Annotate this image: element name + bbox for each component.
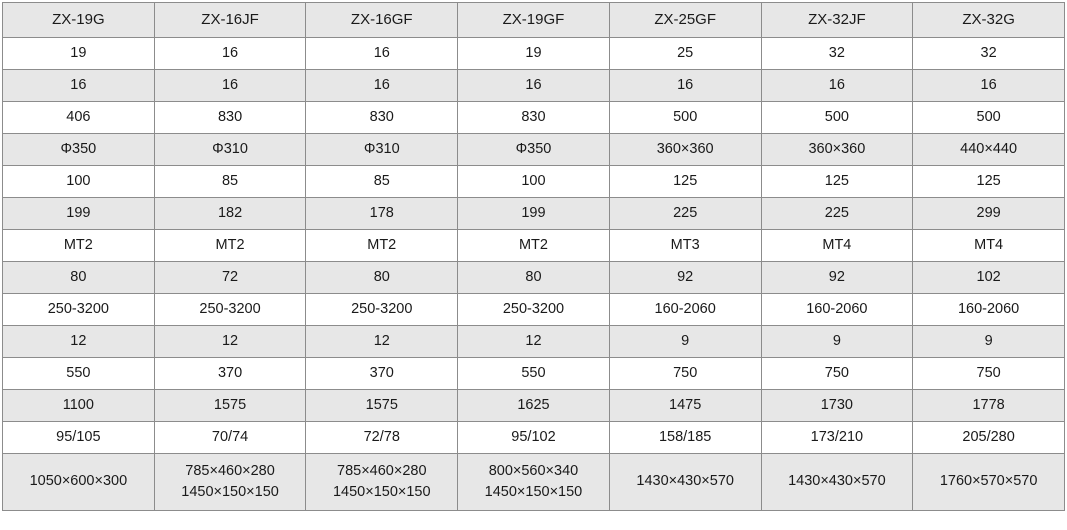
column-header: ZX-19GF <box>458 3 610 38</box>
table-cell: 370 <box>154 358 306 390</box>
column-header: ZX-32G <box>913 3 1065 38</box>
table-cell: 750 <box>913 358 1065 390</box>
table-cell-line: 1450×150×150 <box>484 484 583 500</box>
table-cell-line: 1760×570×570 <box>939 473 1038 490</box>
table-row <box>3 134 1065 166</box>
table-cell: 750 <box>609 358 761 390</box>
table-cell: MT2 <box>306 230 458 262</box>
table-body <box>3 3 1065 511</box>
table-cell: 500 <box>913 102 1065 134</box>
table-cell: 830 <box>458 102 610 134</box>
table-cell: 1100 <box>3 390 155 422</box>
table-cell: 72/78 <box>306 422 458 454</box>
table-cell <box>458 454 610 511</box>
table-cell-line: 800×560×340 <box>488 462 579 479</box>
table-cell: 1730 <box>761 390 913 422</box>
table-cell: 199 <box>458 198 610 230</box>
table-row-dimensions <box>3 454 1065 511</box>
table-cell: 16 <box>306 38 458 70</box>
table-row <box>3 70 1065 102</box>
table-cell: 1575 <box>306 390 458 422</box>
table-cell: 1778 <box>913 390 1065 422</box>
table-cell: 85 <box>154 166 306 198</box>
table-row <box>3 294 1065 326</box>
table-cell: MT2 <box>3 230 155 262</box>
table-cell: 95/102 <box>458 422 610 454</box>
table-cell: 102 <box>913 262 1065 294</box>
table-cell: 830 <box>154 102 306 134</box>
table-cell: 160-2060 <box>761 294 913 326</box>
table-cell: 92 <box>761 262 913 294</box>
table-cell: 406 <box>3 102 155 134</box>
table-cell: 72 <box>154 262 306 294</box>
table-cell: 250-3200 <box>154 294 306 326</box>
table-cell: 70/74 <box>154 422 306 454</box>
table-cell: 12 <box>458 326 610 358</box>
table-cell: MT2 <box>154 230 306 262</box>
table-cell: 173/210 <box>761 422 913 454</box>
table-cell: 100 <box>458 166 610 198</box>
table-cell <box>154 454 306 511</box>
table-cell: MT3 <box>609 230 761 262</box>
table-cell: 85 <box>306 166 458 198</box>
table-cell: 80 <box>458 262 610 294</box>
table-cell: 16 <box>154 38 306 70</box>
table-cell: 125 <box>913 166 1065 198</box>
table-cell: 12 <box>154 326 306 358</box>
table-cell: 16 <box>458 70 610 102</box>
table-cell: 16 <box>3 70 155 102</box>
table-cell: Φ310 <box>306 134 458 166</box>
table-cell: 160-2060 <box>609 294 761 326</box>
table-cell <box>306 454 458 511</box>
table-cell: 100 <box>3 166 155 198</box>
table-cell: 125 <box>761 166 913 198</box>
table-cell: 16 <box>609 70 761 102</box>
table-cell: 80 <box>3 262 155 294</box>
table-cell: 1575 <box>154 390 306 422</box>
table-cell: 16 <box>306 70 458 102</box>
table-cell: 550 <box>458 358 610 390</box>
column-header: ZX-16GF <box>306 3 458 38</box>
table-cell: 9 <box>761 326 913 358</box>
table-cell: 32 <box>913 38 1065 70</box>
table-cell: 182 <box>154 198 306 230</box>
table-cell <box>913 454 1065 511</box>
table-cell: 199 <box>3 198 155 230</box>
table-row <box>3 166 1065 198</box>
table-cell: Φ350 <box>458 134 610 166</box>
table-cell: 225 <box>609 198 761 230</box>
table-cell: 16 <box>154 70 306 102</box>
table-cell: 9 <box>609 326 761 358</box>
table-cell <box>609 454 761 511</box>
table-cell <box>761 454 913 511</box>
table-cell: 19 <box>3 38 155 70</box>
table-row <box>3 262 1065 294</box>
table-cell: 178 <box>306 198 458 230</box>
table-cell: 360×360 <box>761 134 913 166</box>
table-cell: 370 <box>306 358 458 390</box>
table-cell: MT2 <box>458 230 610 262</box>
table-cell: 19 <box>458 38 610 70</box>
table-row <box>3 102 1065 134</box>
table-cell: 550 <box>3 358 155 390</box>
table-cell: 250-3200 <box>306 294 458 326</box>
table-row <box>3 38 1065 70</box>
table-cell: 500 <box>761 102 913 134</box>
table-cell-line: 785×460×280 <box>185 462 275 479</box>
table-cell: 500 <box>609 102 761 134</box>
table-cell: 360×360 <box>609 134 761 166</box>
table-cell-line: 1450×150×150 <box>181 484 279 500</box>
table-cell: 250-3200 <box>3 294 155 326</box>
table-cell: 830 <box>306 102 458 134</box>
table-cell: 95/105 <box>3 422 155 454</box>
table-cell <box>3 454 155 511</box>
column-header: ZX-19G <box>3 3 155 38</box>
table-cell: 16 <box>761 70 913 102</box>
table-row <box>3 422 1065 454</box>
column-header: ZX-25GF <box>609 3 761 38</box>
column-header: ZX-32JF <box>761 3 913 38</box>
table-cell: 250-3200 <box>458 294 610 326</box>
table-row <box>3 358 1065 390</box>
table-cell: 125 <box>609 166 761 198</box>
table-cell: 225 <box>761 198 913 230</box>
table-cell: Φ310 <box>154 134 306 166</box>
table-row <box>3 230 1065 262</box>
table-cell-line: 1430×430×570 <box>788 473 886 490</box>
table-cell: 16 <box>913 70 1065 102</box>
table-cell: 12 <box>306 326 458 358</box>
table-header-row <box>3 3 1065 38</box>
table-cell: 160-2060 <box>913 294 1065 326</box>
table-cell: 1475 <box>609 390 761 422</box>
table-cell: Φ350 <box>3 134 155 166</box>
table-cell: 9 <box>913 326 1065 358</box>
table-cell: 158/185 <box>609 422 761 454</box>
table-cell: 205/280 <box>913 422 1065 454</box>
table-cell: 750 <box>761 358 913 390</box>
column-header: ZX-16JF <box>154 3 306 38</box>
table-cell: 299 <box>913 198 1065 230</box>
table-cell-line: 785×460×280 <box>337 462 427 479</box>
table-cell: 12 <box>3 326 155 358</box>
table-cell: 92 <box>609 262 761 294</box>
table-cell: MT4 <box>761 230 913 262</box>
table-row <box>3 198 1065 230</box>
table-cell-line: 1050×600×300 <box>29 473 128 490</box>
table-cell: 1625 <box>458 390 610 422</box>
table-cell: MT4 <box>913 230 1065 262</box>
table-row <box>3 390 1065 422</box>
table-cell-line: 1450×150×150 <box>332 484 431 500</box>
table-cell: 25 <box>609 38 761 70</box>
table-cell-line: 1430×430×570 <box>636 473 734 490</box>
table-cell: 32 <box>761 38 913 70</box>
table-cell: 80 <box>306 262 458 294</box>
table-cell: 440×440 <box>913 134 1065 166</box>
table-row <box>3 326 1065 358</box>
specification-table <box>2 2 1065 511</box>
